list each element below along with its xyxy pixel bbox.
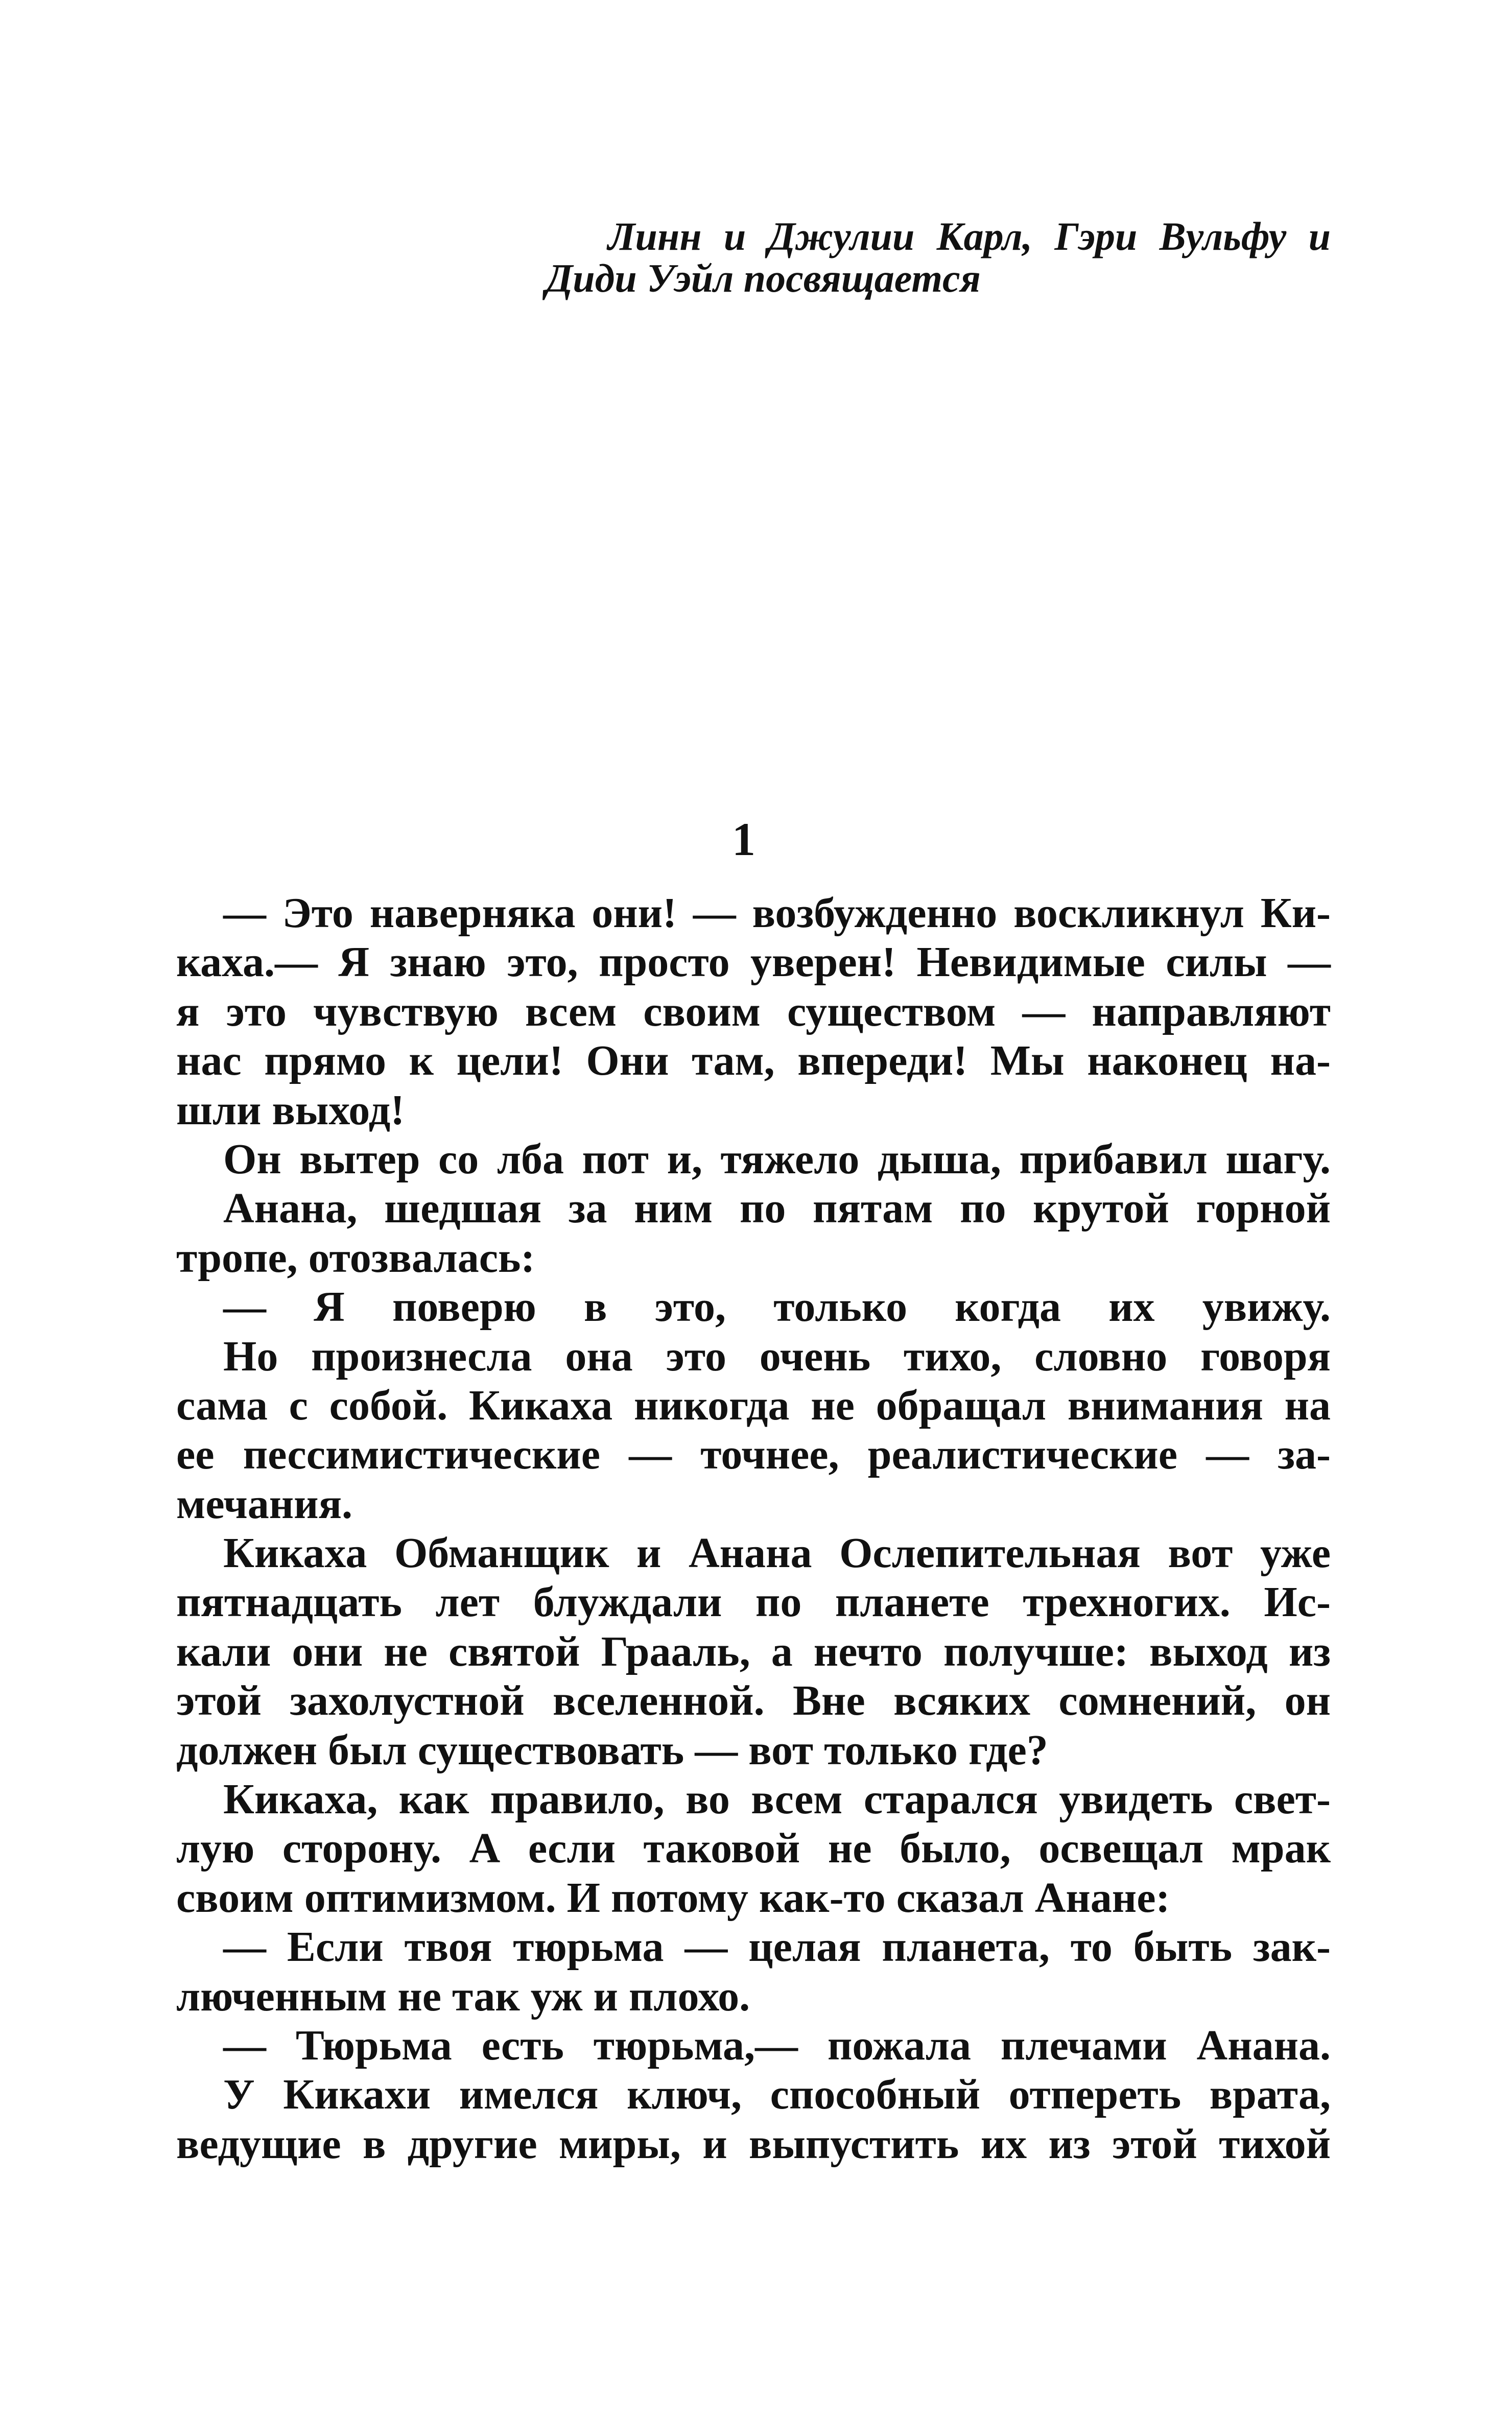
text-line: ведущие в другие миры, и выпустить их из этой тихой: [176, 2120, 1331, 2168]
text-line: ее пессимистические — точнее, реалистические — за-: [176, 1431, 1331, 1479]
text-line: У Кикахи имелся ключ, способный отпереть врата,: [223, 2071, 1331, 2119]
body-text: [176, 889, 1331, 2169]
dedication-line-2: Диди Уэйл посвящается: [546, 256, 981, 300]
text-line: своим оптимизмом. И потому как-то сказал Анане:: [176, 1874, 1170, 1922]
text-line: должен был существовать — вот только где?: [176, 1726, 1048, 1774]
text-line: этой захолустной вселенной. Вне всяких сомнений, он: [176, 1677, 1331, 1725]
text-line: — Если твоя тюрьма — целая планета, то быть зак-: [223, 1923, 1331, 1971]
text-line: нас прямо к цели! Они там, впереди! Мы наконец на-: [176, 1037, 1331, 1085]
text-line: Кикаха Обманщик и Анана Ослепительная вот уже: [223, 1529, 1331, 1577]
text-line: — Это наверняка они! — возбужденно воскликнул Ки-: [223, 889, 1331, 937]
text-line: сама с собой. Кикаха никогда не обращал внимания на: [176, 1381, 1331, 1429]
text-line: пятнадцать лет блуждали по планете трехногих. Ис-: [176, 1578, 1331, 1626]
text-line: — Я поверю в это, только когда их увижу.: [223, 1283, 1331, 1331]
text-line: я это чувствую всем своим существом — направляют: [176, 987, 1331, 1035]
text-line: Но произнесла она это очень тихо, словно говоря: [223, 1332, 1331, 1380]
text-line: мечания.: [176, 1480, 353, 1528]
text-line: тропе, отозвалась:: [176, 1234, 535, 1282]
chapter-number: 1: [732, 813, 755, 865]
text-line: люченным не так уж и плохо.: [176, 1972, 750, 2020]
dedication-line-1: Линн и Джулии Карл, Гэри Вульфу и: [608, 214, 1331, 258]
text-line: Он вытер со лба пот и, тяжело дыша, прибавил шагу.: [223, 1135, 1331, 1183]
text-line: лую сторону. А если таковой не было, освещал мрак: [176, 1825, 1331, 1873]
text-line: Кикаха, как правило, во всем старался увидеть свет-: [223, 1775, 1331, 1823]
text-line: каха.— Я знаю это, просто уверен! Невидимые силы —: [176, 938, 1331, 986]
text-line: шли выход!: [176, 1086, 405, 1134]
text-line: Анана, шедшая за ним по пятам по крутой горной: [223, 1185, 1331, 1233]
text-line: кали они не святой Грааль, а нечто получше: выход из: [176, 1627, 1331, 1675]
text-line: — Тюрьма есть тюрьма,— пожала плечами Анана.: [223, 2021, 1331, 2069]
